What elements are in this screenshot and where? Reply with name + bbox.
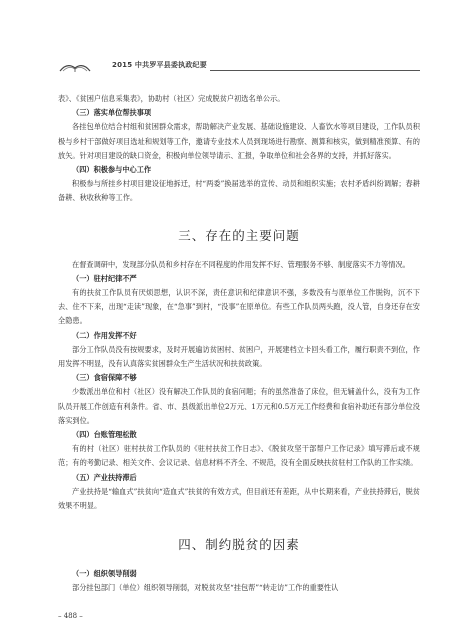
paragraph: 各挂包单位结合村组和贫困群众需求，帮助解决产业发展、基础设施建设、人畜饮水等项目建设，工作队员积极与乡村干部做好项目选址和规划等工作，邀请专业技术人员到现场进行勘察、测算和核实，做到精准预算、有的放矢。针对项目建设的缺口资金，积极向单位领导请示、汇报，争取单位和社会各界的支持，并抓好落实。 (58, 122, 420, 160)
document-body (58, 92, 420, 596)
paragraph: 积极参与所挂乡村项目建设征地拆迁，村“两委”换届选举的宣传、动员和组织实施；农村矛盾纠纷调解；春耕备耕、秋收秋种等工作。 (58, 179, 420, 203)
paragraph: 有的村（社区）驻村扶贫工作队员的《驻村扶贫工作日志》、《脱贫攻坚干部帮户工作记录》填写滞后或不规范；有的考勤记录、相关文件、会议记录、信息材料不齐全、不规范，没有全面反映扶贫驻村工作队的工作实绩。 (58, 444, 420, 468)
page-header (0, 58, 471, 80)
section-heading: 四、制约脱贫的因素 (178, 537, 300, 553)
subsection-heading: （三）落实单位帮扶事项 (72, 108, 152, 118)
paragraph: 部分挂包部门（单位）组织领导削弱，对脱贫攻坚“挂包帮”“转走访”工作的重要性认 (72, 583, 339, 593)
subsection-heading: （一）驻村纪律不严 (72, 273, 137, 283)
paragraph: 少数派出单位和村（社区）没有解决工作队员的食宿问题；有的虽然准备了床位，但无辅盖什么，没有为工作队员开展工作创造有利条件。省、市、县级派出单位2万元、1万元和0.5万元工作经费和食宿补助还有部分单位没落实到位。 (58, 387, 420, 425)
subsection-heading: （二）作用发挥不好 (72, 330, 137, 340)
header-rule (210, 70, 420, 71)
book-series-logo-icon (58, 59, 92, 73)
paragraph: 产业扶持是“输血式”扶贫向“造血式”扶贫的有效方式，但目前还有差距，从中长期来看，产业扶持滞后，脱贫效果不明显。 (58, 486, 420, 511)
paragraph: 在督查调研中，发现部分队员和乡村存在不同程度的作用发挥不好、管理服务不够、制度落实不力等情况。 (72, 259, 410, 269)
paragraph: 部分工作队员没有按规要求，及时开展遍访贫困村、贫困户，开展建档立卡回头看工作，履行职责不到位，作用发挥不明显，没有认真落实贫困群众生产生活状况和扶贫政策。 (58, 344, 420, 369)
paragraph: 表》、《贫困户信息采集表》，协助村（社区）完成脱贫户初选名单公示。 (58, 94, 285, 103)
paragraph: 有的扶贫工作队员有厌烦思想，认识不深，责任意识和纪律意识不强，多数没有与原单位工作脱钩，沉不下去、住不下来，出现“走读”现象，在“急事”到村，“没事”在原单位。有些工作队员两头跑，没人管，自身还存在安全隐患。 (58, 288, 420, 326)
page-number: – 488 – (58, 612, 83, 620)
subsection-heading: （五）产业扶持滞后 (72, 472, 137, 482)
subsection-heading: （四）台账管理松散 (72, 430, 137, 440)
section-heading: 三、存在的主要问题 (178, 227, 300, 243)
subsection-heading: （一）组织领导削弱 (72, 569, 137, 579)
subsection-heading: （四）积极参与中心工作 (72, 165, 152, 175)
subsection-heading: （三）食宿保障不够 (72, 373, 137, 383)
header-title: 2015 中共罗平县委执政纪要 (112, 61, 207, 69)
